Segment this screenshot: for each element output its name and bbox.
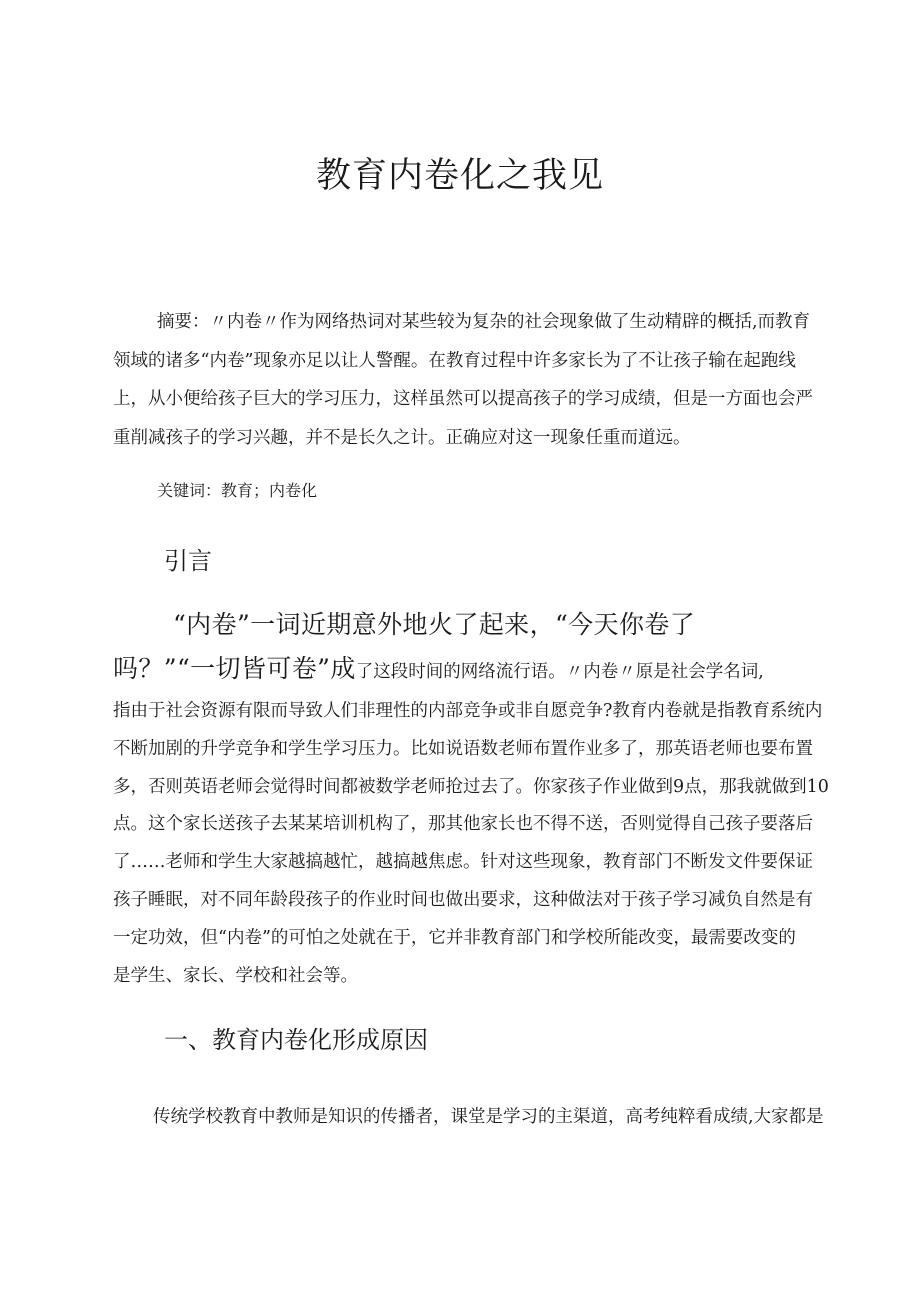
intro-heading: 引言 bbox=[164, 547, 212, 575]
intro-line: 不断加剧的升学竞争和学生学习压力。比如说语数老师布置作业多了，那英语老师也要布置 bbox=[113, 738, 813, 759]
abstract-block bbox=[113, 303, 813, 457]
intro-line: 多，否则英语老师会觉得时间都被数学老师抢过去了。你家孩子作业做到9点，那我就做到10 bbox=[113, 776, 829, 797]
intro-line: 指由于社会资源有限而导致人们非理性的内部竞争或非自愿竞争?教育内卷就是指教育系统内 bbox=[113, 701, 823, 721]
intro-line-2-large-text: 吗？”“一切皆可卷”成 bbox=[113, 654, 356, 683]
intro-line: 孩子睡眠，对不同年龄段孩子的作业时间也做出要求，这种做法对于孩子学习减负自然是有 bbox=[113, 889, 813, 910]
intro-line: 一定功效，但“内卷”的可怕之处就在于，它并非教育部门和学校所能改变，最需要改变的 bbox=[113, 927, 796, 948]
intro-paragraph bbox=[113, 602, 829, 995]
section-1-paragraph: 传统学校教育中教师是知识的传播者，课堂是学习的主渠道，高考纯粹看成绩,大家都是 bbox=[153, 1107, 824, 1127]
intro-line: 点。这个家长送孩子去某某培训机构了，那其他家长也不得不送，否则觉得自己孩子要落后 bbox=[113, 814, 813, 835]
intro-line-2-small-text: 了这段时间的网络流行语。〃内卷〃原是社会学名词, bbox=[355, 662, 764, 682]
intro-line: 是学生、家长、学校和社会等。 bbox=[113, 965, 358, 986]
intro-line: 了……老师和学生大家越搞越忙，越搞越焦虑。针对这些现象，教育部门不断发文件要保证 bbox=[113, 852, 813, 873]
intro-line-2 bbox=[113, 648, 823, 693]
intro-line-1: “内卷”一词近期意外地火了起来，“今天你卷了 bbox=[173, 610, 696, 639]
keywords-line: 关键词：教育；内卷化 bbox=[157, 481, 318, 500]
document-title: 教育内卷化之我见 bbox=[315, 156, 604, 196]
abstract-text: 摘要：〃内卷〃作为网络热词对某些较为复杂的社会现象做了生动精辟的概括,而教育领域的诸多“内卷”现象亦足以让人警醒。在教育过程中许多家长为了不让孩子输在起跑线上，从小便给孩子巨大的学习压力，这样虽然可以提高孩子的学习成绩，但是一方面也会严重削减孩子的学习兴趣，并不是长久之计。正确应对这一现象任重而道远。 bbox=[113, 312, 813, 448]
section-1-heading: 一、教育内卷化形成原因 bbox=[164, 1026, 428, 1054]
